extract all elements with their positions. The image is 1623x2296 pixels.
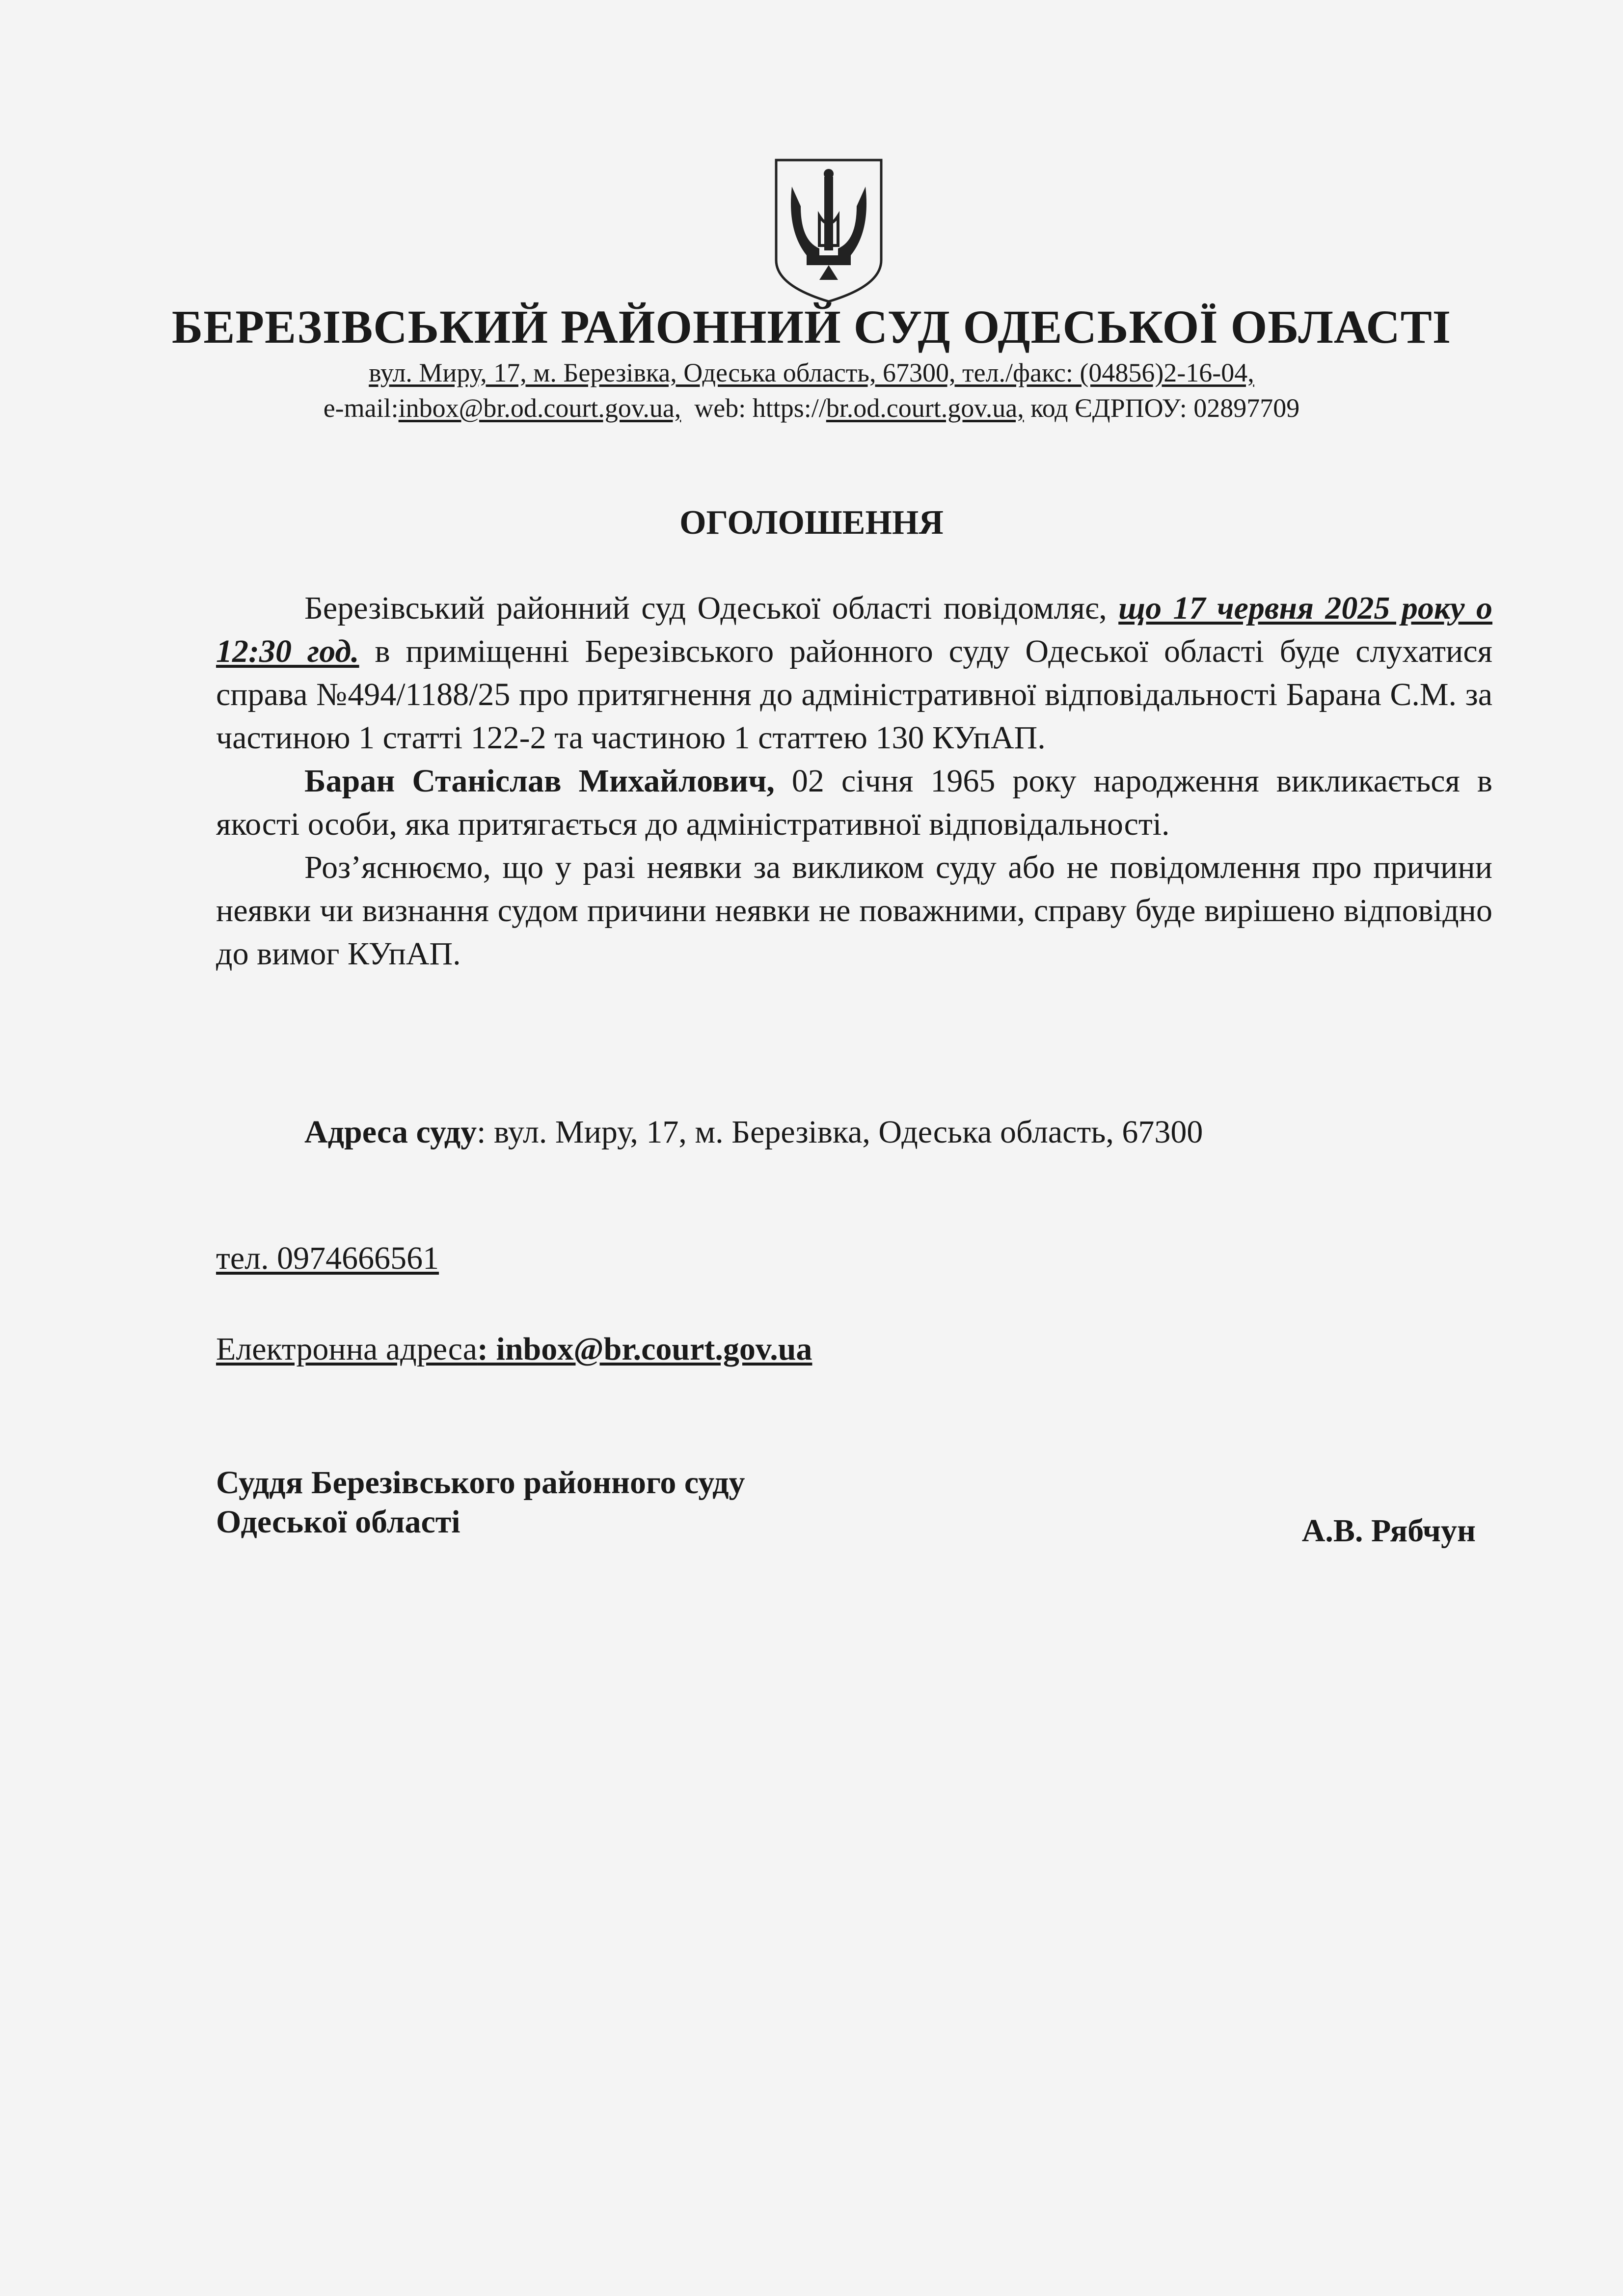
summons-details: 02 січня 1965 року народження викликається в якості особи, яка притягається до адміністративної відповідальності. bbox=[216, 763, 1492, 842]
signature-block bbox=[216, 1463, 745, 1542]
paragraph-summons bbox=[216, 760, 1492, 846]
email-prefix: e-mail: bbox=[323, 393, 399, 423]
document-title: ОГОЛОШЕННЯ bbox=[679, 504, 944, 542]
signature-line-1: Суддя Березівського районного суду bbox=[216, 1465, 745, 1501]
paragraph-hearing bbox=[216, 587, 1492, 760]
trident-coat-of-arms-icon bbox=[772, 157, 885, 304]
hearing-date: що 17 червня 2025 року о 12:30 год. bbox=[216, 590, 1492, 669]
court-address-label: Адреса суду bbox=[304, 1114, 477, 1150]
hearing-details: в приміщенні Березівського районного суду Одеської області буде слухатися справа №494/1188/25 про притягнення до адміністративної відповідальності Барана С.М. за частиною 1 статті 122-2 та частиною 1 статтею 130 КУпАП. bbox=[216, 633, 1492, 756]
signature-line-2: Одеської області bbox=[216, 1504, 460, 1540]
web-prefix: web: https:// bbox=[694, 393, 826, 423]
court-contacts-line bbox=[0, 393, 1623, 423]
warning-text: Роз’яснюємо, що у разі неявки за викликом суду або не повідомлення про причини неявки чи визнання судом причини неявки не поважними, справу буде вирішено відповідно до вимог КУпАП. bbox=[216, 849, 1492, 972]
court-address-text: вул. Миру, 17, м. Березівка, Одеська область, 67300, тел./факс: (04856)2-16-04, bbox=[369, 358, 1254, 387]
phone-number[interactable]: тел. 0974666561 bbox=[216, 1240, 439, 1276]
paragraph-warning bbox=[216, 846, 1492, 976]
court-email-link[interactable]: inbox@br.od.court.gov.ua, bbox=[398, 393, 681, 423]
court-address-line bbox=[0, 357, 1623, 388]
judge-name: А.В. Рябчун bbox=[1301, 1513, 1476, 1549]
announcement-body bbox=[216, 587, 1492, 976]
defendant-name: Баран Станіслав Михайлович, bbox=[304, 763, 775, 799]
hearing-intro: Березівський районний суд Одеської області повідомляє, bbox=[304, 590, 1119, 626]
court-web-link[interactable]: br.od.court.gov.ua, bbox=[826, 393, 1024, 423]
edrpou-code: код ЄДРПОУ: 02897709 bbox=[1030, 393, 1300, 423]
email-block bbox=[216, 1331, 812, 1368]
email-label: Електронна адреса bbox=[216, 1331, 478, 1367]
court-name: БЕРЕЗІВСЬКИЙ РАЙОННИЙ СУД ОДЕСЬКОЇ ОБЛАСТІ bbox=[171, 301, 1452, 353]
email-value[interactable]: : inbox@br.court.gov.ua bbox=[477, 1331, 812, 1367]
court-address-value: : вул. Миру, 17, м. Березівка, Одеська область, 67300 bbox=[477, 1114, 1203, 1150]
court-address-block bbox=[304, 1114, 1203, 1151]
